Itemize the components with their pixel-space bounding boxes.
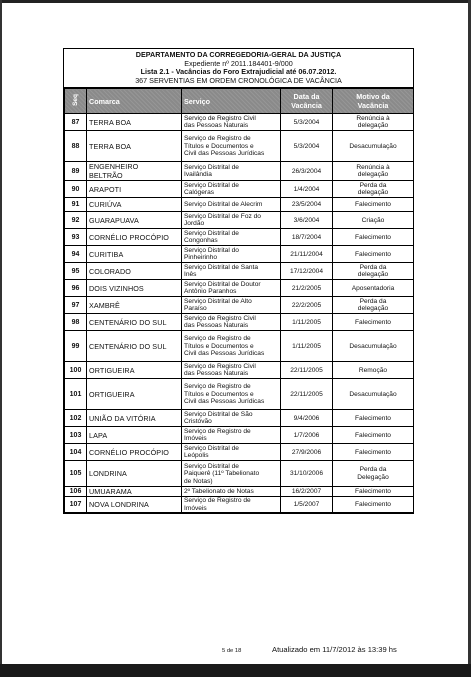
seq-cell: 90 bbox=[65, 181, 87, 198]
data-vacancia-cell: 22/11/2005 bbox=[281, 362, 333, 379]
seq-cell: 106 bbox=[65, 487, 87, 497]
seq-cell: 99 bbox=[65, 331, 87, 362]
table-row bbox=[65, 246, 414, 263]
comarca-cell: UNIÃO DA VITÓRIA bbox=[87, 410, 182, 427]
comarca-cell: NOVA LONDRINA bbox=[87, 497, 182, 513]
motivo-vacancia-cell: Perda da delegação bbox=[333, 263, 414, 280]
motivo-vacancia-cell: Renúncia à delegação bbox=[333, 114, 414, 131]
table-row bbox=[65, 427, 414, 444]
table-row bbox=[65, 162, 414, 181]
seq-cell: 87 bbox=[65, 114, 87, 131]
servico-cell: Serviço Distrital do Pinheirinho bbox=[182, 246, 281, 263]
comarca-cell: CENTENÁRIO DO SUL bbox=[87, 314, 182, 331]
comarca-cell: CORNÉLIO PROCÓPIO bbox=[87, 444, 182, 461]
servico-cell: 2º Tabelionato de Notas bbox=[182, 487, 281, 497]
seq-cell: 92 bbox=[65, 212, 87, 229]
vacancy-list-sheet bbox=[63, 48, 414, 514]
motivo-vacancia-cell: Falecimento bbox=[333, 229, 414, 246]
data-vacancia-cell: 5/3/2004 bbox=[281, 131, 333, 162]
motivo-vacancia-cell: Perda da delegação bbox=[333, 297, 414, 314]
data-vacancia-cell: 1/4/2004 bbox=[281, 181, 333, 198]
servico-cell: Serviço Distrital de Doutor Antônio Paranhos bbox=[182, 280, 281, 297]
column-header-comarca: Comarca bbox=[87, 89, 182, 114]
motivo-vacancia-cell: Falecimento bbox=[333, 444, 414, 461]
servico-cell: Serviço de Registro Civil das Pessoas Naturais bbox=[182, 114, 281, 131]
seq-cell: 91 bbox=[65, 198, 87, 212]
table-row bbox=[65, 379, 414, 410]
comarca-cell: ORTIGUEIRA bbox=[87, 362, 182, 379]
comarca-cell: UMUARAMA bbox=[87, 487, 182, 497]
table-row bbox=[65, 263, 414, 280]
servico-cell: Serviço de Registro de Títulos e Documentos e Civil das Pessoas Jurídicas bbox=[182, 379, 281, 410]
page-number: 5 de 18 bbox=[222, 648, 242, 654]
servico-cell: Serviço Distrital de Leópolis bbox=[182, 444, 281, 461]
department-title: DEPARTAMENTO DA CORREGEDORIA-GERAL DA JUSTIÇA bbox=[135, 50, 342, 59]
comarca-cell: ENGENHEIRO BELTRÃO bbox=[87, 162, 182, 181]
servico-cell: Serviço Distrital de Alto Paraíso bbox=[182, 297, 281, 314]
comarca-cell: CURITIBA bbox=[87, 246, 182, 263]
seq-cell: 94 bbox=[65, 246, 87, 263]
table-row bbox=[65, 280, 414, 297]
motivo-vacancia-cell: Falecimento bbox=[333, 497, 414, 513]
motivo-vacancia-cell: Desacumulação bbox=[333, 331, 414, 362]
comarca-cell: TERRA BOA bbox=[87, 131, 182, 162]
data-vacancia-cell: 23/5/2004 bbox=[281, 198, 333, 212]
table-row bbox=[65, 362, 414, 379]
data-vacancia-cell: 1/7/2006 bbox=[281, 427, 333, 444]
seq-cell: 101 bbox=[65, 379, 87, 410]
motivo-vacancia-cell: Perda da delegação bbox=[333, 181, 414, 198]
scan-border-top bbox=[0, 0, 471, 3]
seq-cell: 107 bbox=[65, 497, 87, 513]
data-vacancia-cell: 31/10/2006 bbox=[281, 461, 333, 487]
data-vacancia-cell: 3/6/2004 bbox=[281, 212, 333, 229]
table-row bbox=[65, 497, 414, 513]
table-row bbox=[65, 444, 414, 461]
data-vacancia-cell: 1/11/2005 bbox=[281, 314, 333, 331]
data-vacancia-cell: 22/11/2005 bbox=[281, 379, 333, 410]
vacancy-table bbox=[64, 88, 414, 513]
servico-cell: Serviço Distrital de Ivailândia bbox=[182, 162, 281, 181]
servico-cell: Serviço de Registro de Imóveis bbox=[182, 497, 281, 513]
table-row bbox=[65, 314, 414, 331]
table-row bbox=[65, 487, 414, 497]
comarca-cell: CORNÉLIO PROCÓPIO bbox=[87, 229, 182, 246]
servico-cell: Serviço Distrital de Alecrim bbox=[182, 198, 281, 212]
comarca-cell: XAMBRÊ bbox=[87, 297, 182, 314]
scan-border-bottom bbox=[0, 664, 471, 677]
seq-cell: 97 bbox=[65, 297, 87, 314]
table-header-row bbox=[65, 89, 414, 114]
data-vacancia-cell: 5/3/2004 bbox=[281, 114, 333, 131]
motivo-vacancia-cell: Falecimento bbox=[333, 427, 414, 444]
motivo-vacancia-cell: Renúncia à delegação bbox=[333, 162, 414, 181]
data-vacancia-cell: 21/11/2004 bbox=[281, 246, 333, 263]
servico-cell: Serviço de Registro Civil das Pessoas Naturais bbox=[182, 362, 281, 379]
motivo-vacancia-cell: Falecimento bbox=[333, 246, 414, 263]
column-header-seq: Seq bbox=[65, 89, 87, 114]
table-row bbox=[65, 229, 414, 246]
motivo-vacancia-cell: Aposentadoria bbox=[333, 280, 414, 297]
table-row bbox=[65, 212, 414, 229]
data-vacancia-cell: 17/12/2004 bbox=[281, 263, 333, 280]
column-header-data-vacancia: Data da Vacância bbox=[281, 89, 333, 114]
table-row bbox=[65, 114, 414, 131]
expediente-number: Expediente nº 2011.184401-9/000 bbox=[184, 58, 293, 68]
servico-cell: Serviço Distrital de São Cristóvão bbox=[182, 410, 281, 427]
data-vacancia-cell: 16/2/2007 bbox=[281, 487, 333, 497]
servico-cell: Serviço Distrital de Foz do Jordão bbox=[182, 212, 281, 229]
servico-cell: Serviço de Registro Civil das Pessoas Naturais bbox=[182, 314, 281, 331]
comarca-cell: CENTENÁRIO DO SUL bbox=[87, 331, 182, 362]
motivo-vacancia-cell: Perda da Delegação bbox=[333, 461, 414, 487]
seq-cell: 96 bbox=[65, 280, 87, 297]
data-vacancia-cell: 27/9/2006 bbox=[281, 444, 333, 461]
servico-cell: Serviço de Registro de Títulos e Documentos e Civil das Pessoas Jurídicas bbox=[182, 331, 281, 362]
list-subtitle: 367 SERVENTIAS EM ORDEM CRONOLÓGICA DE VACÂNCIA bbox=[135, 75, 342, 85]
data-vacancia-cell: 26/3/2004 bbox=[281, 162, 333, 181]
table-row bbox=[65, 331, 414, 362]
data-vacancia-cell: 1/11/2005 bbox=[281, 331, 333, 362]
servico-cell: Serviço Distrital de Santa Inês bbox=[182, 263, 281, 280]
data-vacancia-cell: 1/5/2007 bbox=[281, 497, 333, 513]
comarca-cell: LAPA bbox=[87, 427, 182, 444]
table-row bbox=[65, 131, 414, 162]
scan-border-left bbox=[0, 0, 2, 677]
data-vacancia-cell: 9/4/2006 bbox=[281, 410, 333, 427]
comarca-cell: TERRA BOA bbox=[87, 114, 182, 131]
seq-cell: 88 bbox=[65, 131, 87, 162]
seq-cell: 93 bbox=[65, 229, 87, 246]
comarca-cell: ORTIGUEIRA bbox=[87, 379, 182, 410]
motivo-vacancia-cell: Falecimento bbox=[333, 487, 414, 497]
motivo-vacancia-cell: Desacumulação bbox=[333, 131, 414, 162]
comarca-cell: COLORADO bbox=[87, 263, 182, 280]
servico-cell: Serviço Distrital de Paiquerê (11º Tabelionato de Notas) bbox=[182, 461, 281, 487]
motivo-vacancia-cell: Remoção bbox=[333, 362, 414, 379]
seq-cell: 102 bbox=[65, 410, 87, 427]
column-header-servico: Serviço bbox=[182, 89, 281, 114]
seq-cell: 105 bbox=[65, 461, 87, 487]
motivo-vacancia-cell: Criação bbox=[333, 212, 414, 229]
table-row bbox=[65, 181, 414, 198]
servico-cell: Serviço de Registro de Títulos e Documentos e Civil das Pessoas Jurídicas bbox=[182, 131, 281, 162]
data-vacancia-cell: 18/7/2004 bbox=[281, 229, 333, 246]
seq-cell: 95 bbox=[65, 263, 87, 280]
data-vacancia-cell: 22/2/2005 bbox=[281, 297, 333, 314]
comarca-cell: LONDRINA bbox=[87, 461, 182, 487]
data-vacancia-cell: 21/2/2005 bbox=[281, 280, 333, 297]
comarca-cell: GUARAPUAVA bbox=[87, 212, 182, 229]
comarca-cell: DOIS VIZINHOS bbox=[87, 280, 182, 297]
table-row bbox=[65, 410, 414, 427]
seq-cell: 104 bbox=[65, 444, 87, 461]
seq-cell: 103 bbox=[65, 427, 87, 444]
comarca-cell: CURIÚVA bbox=[87, 198, 182, 212]
updated-timestamp: Atualizado em 11/7/2012 às 13:39 hs bbox=[272, 645, 397, 654]
list-title: Lista 2.1 - Vacâncias do Foro Extrajudicial até 06.07.2012. bbox=[140, 67, 337, 77]
table-row bbox=[65, 297, 414, 314]
motivo-vacancia-cell: Falecimento bbox=[333, 198, 414, 212]
seq-cell: 98 bbox=[65, 314, 87, 331]
seq-cell: 89 bbox=[65, 162, 87, 181]
servico-cell: Serviço de Registro de Imóveis bbox=[182, 427, 281, 444]
motivo-vacancia-cell: Desacumulação bbox=[333, 379, 414, 410]
motivo-vacancia-cell: Falecimento bbox=[333, 410, 414, 427]
motivo-vacancia-cell: Falecimento bbox=[333, 314, 414, 331]
comarca-cell: ARAPOTI bbox=[87, 181, 182, 198]
table-row bbox=[65, 461, 414, 487]
column-header-motivo-vacancia: Motivo da Vacância bbox=[333, 89, 414, 114]
document-header bbox=[64, 49, 413, 88]
table-row bbox=[65, 198, 414, 212]
servico-cell: Serviço Distrital de Calógeras bbox=[182, 181, 281, 198]
servico-cell: Serviço Distrital de Congonhas bbox=[182, 229, 281, 246]
seq-cell: 100 bbox=[65, 362, 87, 379]
